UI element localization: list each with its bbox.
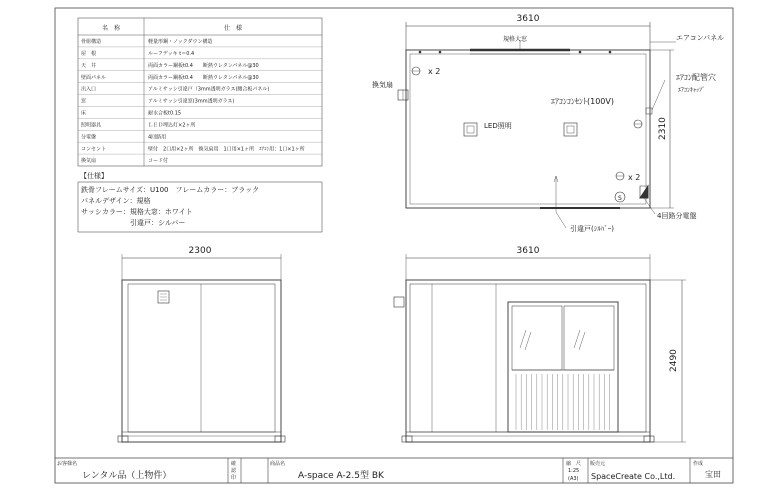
plan-door-label: 引違戸(ｼﾙﾊﾞｰ) bbox=[570, 225, 614, 233]
spec-row-value: ルーフデッキ t＝0.4 bbox=[148, 51, 195, 58]
spec-row-name: 床 bbox=[81, 110, 87, 117]
spec-row-value: 両面カラー鋼板t0.4 断熱ウレタンパネル@30 bbox=[148, 74, 259, 81]
plan-panel-symbol: S bbox=[618, 195, 622, 202]
spec-row-value: 4回路用 bbox=[148, 134, 167, 141]
plan-fan-label: 換気扇 bbox=[372, 81, 393, 89]
maker-value: SpaceCreate Co.,Ltd. bbox=[591, 472, 676, 481]
spec-row-name: 骨組構造 bbox=[81, 39, 102, 46]
author-label: 作成 bbox=[693, 461, 704, 467]
spec-line-4: 引違戸：シルバー bbox=[81, 219, 186, 227]
front-width-dim: 3610 bbox=[516, 246, 540, 256]
stamp-label-3: 印 bbox=[231, 475, 237, 481]
spec-row-value: ＬＥＤ埋込灯×2ヶ所 bbox=[148, 122, 196, 129]
plan-width-dim: 3610 bbox=[516, 14, 540, 24]
spec-row-value: アルミサッシ引違戸（3mm透明ガラス(腰合板パネル) bbox=[148, 86, 270, 93]
spec-line-1: 鉄骨フレームサイズ：U100 フレームカラー：ブラック bbox=[81, 186, 260, 194]
spec-row-value: 耐水合板t0.15 bbox=[148, 110, 182, 117]
customer-label: お客様名 bbox=[57, 461, 78, 467]
plan-panel-label: 4回路分電盤 bbox=[657, 212, 697, 220]
spec-row-name: コンセント bbox=[81, 146, 107, 153]
spec-row-name: 窓 bbox=[81, 98, 87, 105]
spec-row-name: 分電盤 bbox=[81, 134, 97, 141]
spec-header-spec: 仕 様 bbox=[223, 25, 243, 32]
product-value: A-space A-2.5型 BK bbox=[298, 471, 384, 481]
spec-row-name: 壁面パネル bbox=[81, 74, 107, 81]
spec-line-2: パネルデザイン：規格 bbox=[81, 197, 151, 205]
spec-row-value: 両面カラー鋼板t0.4 断熱ウレタンパネル@30 bbox=[148, 62, 259, 69]
product-label: 商品名 bbox=[270, 461, 286, 467]
customer-value: レンタル品（上物件） bbox=[82, 471, 172, 481]
spec-row-name: 照明器具 bbox=[81, 122, 102, 129]
stamp-label-2: 認 bbox=[231, 468, 237, 474]
plan-led-label: LED照明 bbox=[484, 122, 512, 130]
spec-row-name: 換気扇 bbox=[81, 158, 97, 165]
plan-aircon-outlet-label: ｴｱｺﾝｺﾝｾﾝﾄ(100V) bbox=[551, 97, 614, 106]
spec-row-value: コード付 bbox=[148, 158, 169, 165]
spec-row-value: アルミサッシ引違窓(3mm透明ガラス) bbox=[148, 98, 235, 105]
spec-row-name: 出入口 bbox=[81, 86, 97, 93]
plan-aircon-panel-label: エアコンパネル bbox=[676, 34, 725, 42]
spec-row-name: 屋 根 bbox=[81, 51, 97, 58]
spec-box bbox=[78, 171, 322, 232]
scale-label: 縮 尺 bbox=[566, 461, 582, 467]
spec-table bbox=[78, 18, 322, 166]
plan-aircon-cap-label: ｴｱｺﾝｷｬｯﾌﾟ bbox=[678, 87, 706, 94]
spec-header-name: 名 称 bbox=[101, 25, 121, 32]
side-width-dim: 2300 bbox=[188, 246, 212, 256]
stamp-label-1: 確 bbox=[231, 461, 237, 467]
spec-line-3: サッシカラー：規格大窓：ホワイト bbox=[81, 208, 193, 216]
plan-outlet-count-bottom: x 2 bbox=[628, 173, 641, 182]
maker-label: 販売元 bbox=[590, 461, 606, 467]
front-height-dim: 2490 bbox=[669, 349, 679, 372]
author-value: 宝田 bbox=[705, 470, 721, 479]
scale-value: 1:25 bbox=[568, 468, 580, 474]
spec-row-value: 軽量形鋼・ノックダウン構造 bbox=[148, 39, 213, 46]
plan-window-label: 規格大窓 bbox=[503, 36, 528, 43]
plan-view bbox=[398, 22, 676, 228]
spec-box-title: 【仕様】 bbox=[80, 172, 108, 180]
plan-depth-dim: 2310 bbox=[658, 117, 668, 140]
plan-outlet-count-top: x 2 bbox=[428, 67, 441, 76]
paper-size: (A3) bbox=[568, 476, 579, 482]
spec-row-value: 壁付 2口用×2ヶ所 換気扇用 1口用×1ヶ所 ｴｱｺﾝ用：1口×1ヶ所 bbox=[148, 146, 305, 153]
plan-aircon-hole-label: ｴｱｺﾝ配管穴 bbox=[676, 73, 716, 82]
side-view bbox=[118, 254, 285, 442]
front-view bbox=[394, 254, 686, 442]
spec-row-name: 天 井 bbox=[81, 62, 97, 69]
